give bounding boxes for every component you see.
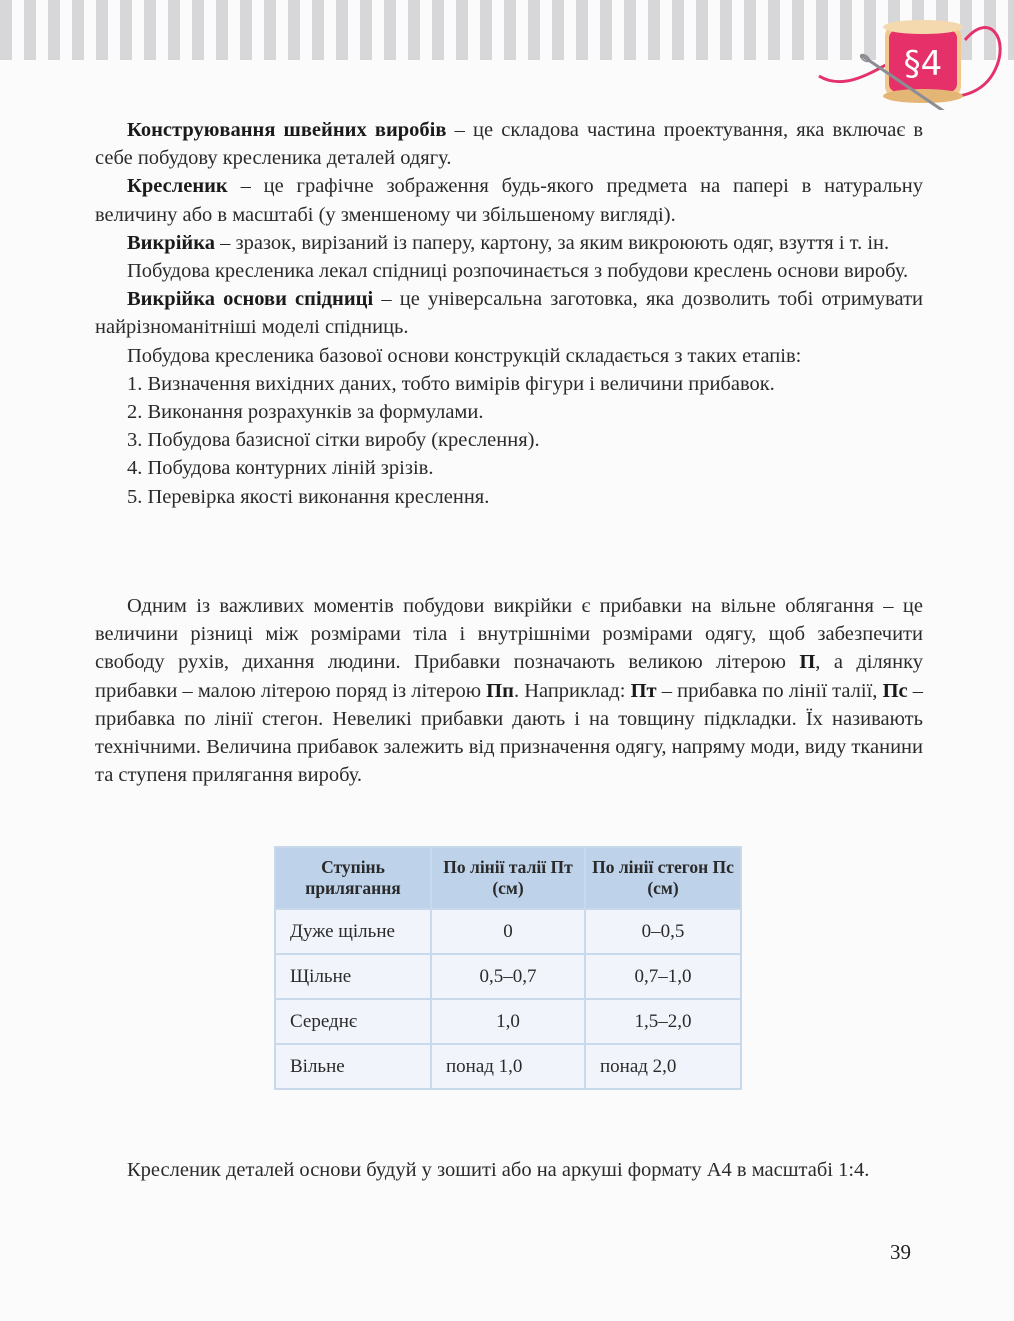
table-cell: понад 1,0 (432, 1045, 584, 1088)
term: Викрійка (127, 231, 215, 254)
table-cell: 1,0 (432, 1000, 584, 1043)
table-cell: 1,5–2,0 (586, 1000, 740, 1043)
body-paragraph: Побудова кресленика базової основи конструкцій складається з таких етапів: (127, 344, 802, 367)
table-header-cell: По лінії стегон Пс (см) (586, 848, 740, 908)
table-header-cell: Ступінь прилягання (276, 848, 430, 908)
allowance-block (95, 592, 923, 789)
list-item: 3. Побудова базисної сітки виробу (креслення). (127, 429, 540, 452)
table-cell: 0–0,5 (586, 910, 740, 953)
allowance-table (274, 846, 742, 1090)
section-badge (815, 0, 1014, 110)
table-row (276, 955, 740, 998)
list-item: 2. Виконання розрахунків за формулами. (127, 401, 484, 424)
table-row (276, 1000, 740, 1043)
definition-paragraph: Викрійка – зразок, вирізаний із паперу, картону, за яким викроюють одяг, взуття і т. ін. (127, 231, 890, 254)
thread-spool-icon (815, 0, 1014, 110)
table-cell: 0,7–1,0 (586, 955, 740, 998)
list-item: 1. Визначення вихідних даних, тобто вимірів фігури і величини прибавок. (127, 372, 775, 395)
term: Кресленик (127, 175, 228, 198)
table-header-row (276, 848, 740, 908)
table-cell: Щільне (276, 955, 430, 998)
definition-paragraph: Викрійка основи спідниці – це універсальна заготовка, яка дозволить тобі отримувати найрізноманітніші моделі спідниць. (95, 288, 923, 339)
table-cell: 0 (432, 910, 584, 953)
final-paragraph: Кресленик деталей основи будуй у зошиті або на аркуші формату А4 в масштабі 1:4. (127, 1159, 870, 1181)
table-header-cell: По лінії талії Пт (см) (432, 848, 584, 908)
table-cell: 0,5–0,7 (432, 955, 584, 998)
table-cell: Дуже щільне (276, 910, 430, 953)
table-cell: Середнє (276, 1000, 430, 1043)
table-row (276, 910, 740, 953)
intro-block (95, 116, 923, 511)
term: Викрійка основи спідниці (127, 288, 374, 311)
section-label: §4 (903, 44, 943, 84)
body-paragraph: Побудова кресленика лекал спідниці розпочинається з побудови креслень основи виробу. (127, 260, 909, 283)
table-cell: Вільне (276, 1045, 430, 1088)
page-number: 39 (890, 1240, 911, 1264)
table-row (276, 1045, 740, 1088)
definition-paragraph: Конструювання швейних виробів – це складова частина проектування, яка включає в себе побудову кресленика деталей одягу. (95, 119, 923, 170)
final-block (95, 1156, 923, 1184)
term: Конструювання швейних виробів (127, 119, 447, 141)
table-cell: понад 2,0 (586, 1045, 740, 1088)
allowance-paragraph: Одним із важливих моментів побудови викрійки є прибавки на вільне облягання – це величини різниці між розмірами тіла і внутрішніми розмірами одягу, щоб забезпечити свободу рухів, дихання людини. Прибавки позначають великою літерою П, а ділянку прибавки – малою літерою поряд із літерою Пп. Наприклад: Пт – прибавка по лінії талії, Пс – прибавка по лінії стегон. Невеликі прибавки дають і на товщину підкладки. Їх називають технічними. Величина прибавок залежить від призначення одягу, напряму моди, виду тканини та ступеня прилягання виробу. (95, 595, 924, 787)
list-item: 4. Побудова контурних ліній зрізів. (127, 457, 434, 480)
list-item: 5. Перевірка якості виконання креслення. (127, 485, 490, 508)
definition-paragraph: Кресленик – це графічне зображення будь-якого предмета на папері в натуральну величину або в масштабі (у зменшеному чи збільшеному вигляді). (95, 175, 923, 226)
